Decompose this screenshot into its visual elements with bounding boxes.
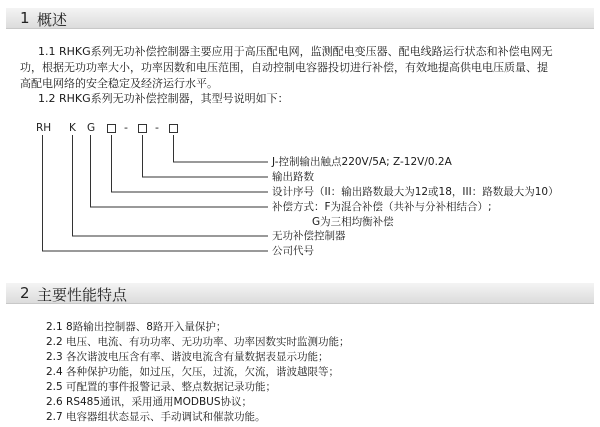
- model-code-dash-1: -: [124, 121, 128, 134]
- overview-paragraph-line-3: 高配电网络的安全稳定及经济运行水平。: [20, 77, 218, 90]
- feature-item: 2.3 各次谐波电压含有率、谐波电流含有量数据表显示功能；: [46, 351, 329, 363]
- overview-paragraph-line-2: 功，根据无功功率大小，功率因数和电压范围，自动控制电容器投切进行补偿，有效地提高供电电压质量、提: [20, 61, 548, 74]
- feature-item: 2.5 可配置的事件报警记录、整点数据记录功能；: [46, 381, 277, 393]
- model-code-company: RH: [36, 122, 52, 134]
- feature-item: 2.6 RS485通讯，采用通用MODBUS协议；: [46, 396, 253, 408]
- model-intro-line: 1.2 RHKG系列无功补偿控制器，其型号说明如下：: [38, 92, 289, 105]
- model-code-g: G: [87, 122, 96, 134]
- feature-item: 2.2 电压、电流、有功功率、无功功率、功率因数实时监测功能；: [46, 336, 350, 348]
- feature-item: 2.4 各种保护功能，如过压，欠压，过流，欠流，谐波越限等；: [46, 366, 340, 378]
- model-code-k: K: [69, 122, 76, 134]
- section-1-title: 概述: [37, 11, 68, 29]
- legend-control-output: J-控制输出触点220V/5A; Z-12V/0.2A: [272, 156, 452, 168]
- legend-compensation-mode-g: G为三相均衡补偿: [312, 216, 394, 228]
- legend-output-channels: 输出路数: [272, 171, 314, 183]
- legend-compensation-mode: 补偿方式：F为混合补偿（共补与分补相结合）;: [272, 201, 492, 213]
- legend-company-code: 公司代号: [272, 245, 314, 257]
- section-1-number: 1: [20, 9, 30, 27]
- feature-item: 2.7 电容器组状态显示、手动调试和催款功能。: [46, 411, 266, 423]
- legend-controller-type: 无功补偿控制器: [272, 230, 346, 242]
- legend-design-serial: 设计序号（II：输出路数最大为12或18，III：路数最大为10）: [272, 186, 559, 198]
- section-2-header: [6, 283, 594, 304]
- model-code-dash-2: -: [155, 121, 159, 134]
- overview-paragraph-line-1: 1.1 RHKG系列无功补偿控制器主要应用于高压配电网，监测配电变压器、配电线路运行状态和补偿电网无: [38, 45, 553, 58]
- feature-item: 2.1 8路输出控制器、8路开入量保护；: [46, 321, 227, 333]
- section-2-number: 2: [20, 284, 30, 302]
- section-2-title: 主要性能特点: [37, 286, 128, 304]
